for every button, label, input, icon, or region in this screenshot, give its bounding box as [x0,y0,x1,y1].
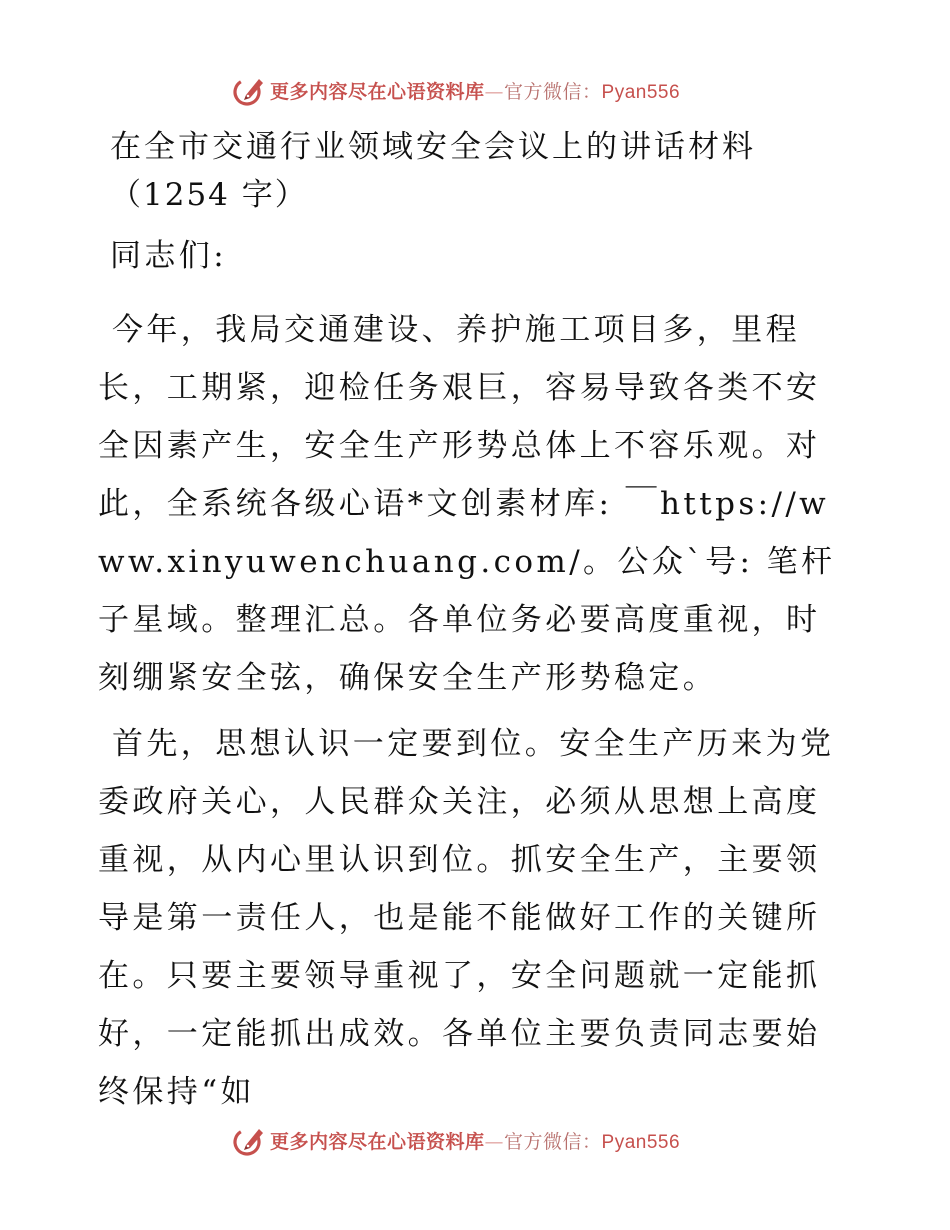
pen-nib-logo-icon [232,1123,266,1157]
banner-dash: — [484,80,505,103]
paragraph-1-text: 今年，我局交通建设、养护施工项目多，里程长，工期紧，迎检任务艰巨，容易导致各类不安全因素产生，安全生产形势总体上不容乐观。对此，全系统各级心语*文创素材库: ￣https://www.xinyuwenchuang.com/。公众`号: 笔杆子星域。整理汇总。各单位务必要高度重视，时刻绷紧安全弦，确保安全生产形势稳定。 [98,312,836,696]
header-banner [232,72,680,108]
document-title: 在全市交通行业领域安全会议上的讲话材料 [110,129,756,165]
document-word-count: （1254 字） [110,177,308,213]
banner-text [270,1127,680,1154]
banner-brand: 更多内容尽在心语资料库 [270,80,485,103]
document-body [98,123,852,1129]
paragraph-2 [98,715,852,1121]
banner-wechat-label: 官方微信： [504,1130,602,1153]
greeting: 同志们: [110,238,228,274]
paragraph-1 [98,301,852,707]
banner-brand: 更多内容尽在心语资料库 [270,1130,485,1153]
pen-nib-logo-icon [232,73,266,107]
footer-banner [232,1122,680,1158]
banner-text [270,77,680,104]
banner-wechat-id: Pyan556 [601,1131,681,1153]
paragraph-2-text: 首先，思想认识一定要到位。安全生产历来为党委政府关心，人民群众关注，必须从思想上高度重视，从内心里认识到位。抓安全生产，主要领导是第一责任人，也是能不能做好工作的关键所在。只要主要领导重视了，安全问题就一定能抓好，一定能抓出成效。各单位主要负责同志要始终保持“如 [98,726,835,1110]
banner-wechat-label: 官方微信： [504,80,602,103]
banner-dash: — [484,1130,505,1153]
banner-wechat-id: Pyan556 [601,81,681,103]
